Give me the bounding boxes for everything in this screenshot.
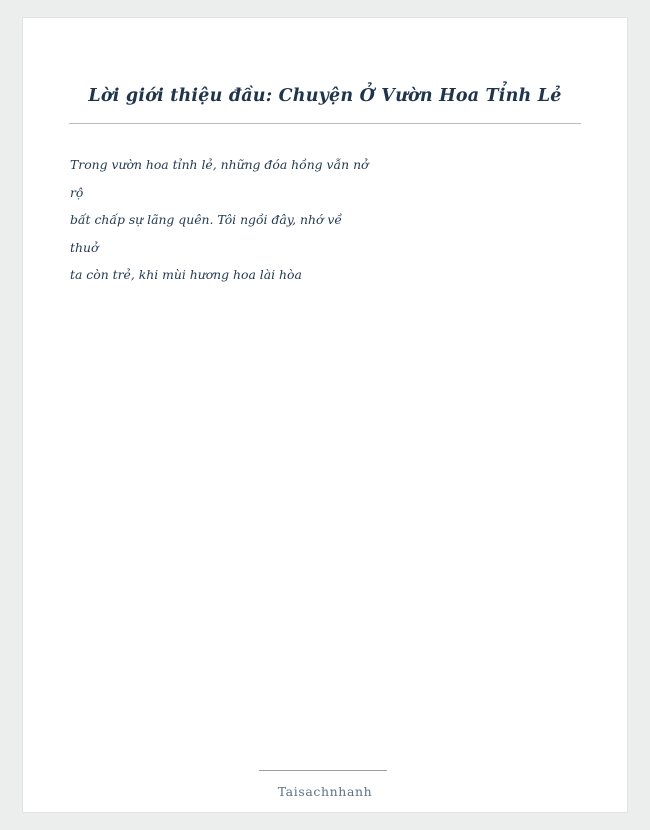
document-page [23, 18, 627, 812]
page-content [23, 18, 627, 812]
body-line: bất chấp sự lãng quên. Tôi ngồi đây, nhớ về [70, 212, 342, 227]
body-line: thuở [70, 239, 99, 255]
body-line: rộ [70, 184, 84, 200]
title-divider [69, 123, 581, 124]
page-title: Lời giới thiệu đầu: Chuyện Ở Vườn Hoa Tỉnh Lẻ [88, 86, 562, 106]
document-body [70, 151, 570, 289]
footer-brand: Taisachnhanh [277, 784, 373, 799]
footer-divider [259, 770, 387, 771]
body-line: Trong vườn hoa tỉnh lẻ, những đóa hồng vẫn nở [70, 157, 369, 172]
body-line: ta còn trẻ, khi mùi hương hoa lài hòa [70, 267, 302, 282]
